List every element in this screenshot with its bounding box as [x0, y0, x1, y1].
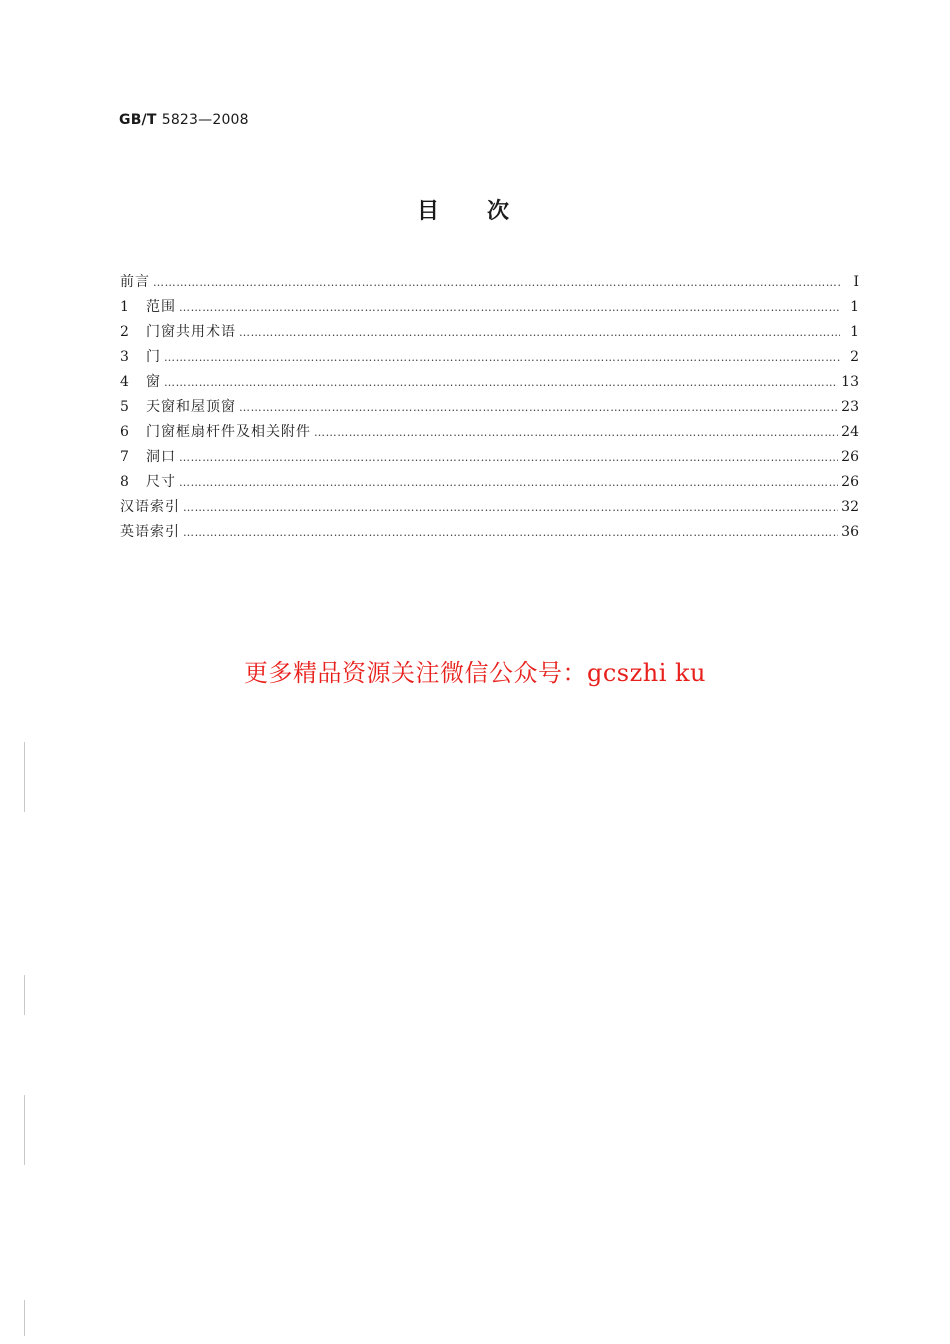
standard-number [119, 112, 249, 128]
toc-entry-dimensions[interactable] [120, 470, 859, 495]
toc-entry-label: 门窗共用术语 [146, 324, 236, 340]
toc-entry-page: 36 [841, 524, 859, 540]
toc-entry-number: 7 [120, 449, 129, 465]
toc-entry-page: 23 [841, 399, 859, 415]
toc-entry-label: 汉语索引 [120, 499, 180, 515]
toc-entry-label: 窗 [146, 374, 161, 390]
page-title: 目次 [416, 199, 557, 224]
toc-entry-number: 1 [120, 299, 129, 315]
toc-entry-english-index[interactable] [120, 520, 859, 545]
toc-entry-page: Ⅰ [853, 274, 859, 290]
toc-leader [183, 520, 838, 545]
toc-entry-number: 6 [120, 424, 129, 440]
toc-entry-page: 13 [841, 374, 859, 390]
toc-entry-label: 前言 [120, 274, 150, 290]
toc-entry-number: 8 [120, 474, 129, 490]
standard-prefix: GB/T [119, 112, 157, 128]
scan-edge-mark [24, 1095, 25, 1165]
toc-entry-page: 1 [850, 324, 859, 340]
toc-leader [153, 270, 840, 295]
toc-entry-common-terms[interactable] [120, 320, 859, 345]
toc-leader [179, 295, 840, 320]
toc-leader [183, 495, 838, 520]
scan-edge-mark [24, 975, 25, 1015]
toc-entry-number: 5 [120, 399, 129, 415]
promo-watermark-text: 更多精品资源关注微信公众号：gcszhi ku [243, 659, 707, 687]
table-of-contents [120, 270, 859, 545]
toc-entry-label: 门 [146, 349, 161, 365]
toc-entry-openings[interactable] [120, 445, 859, 470]
toc-entry-label: 洞口 [146, 449, 176, 465]
toc-entry-number: 4 [120, 374, 129, 390]
toc-leader [164, 345, 840, 370]
scan-edge-mark [24, 742, 25, 812]
toc-entry-page: 32 [841, 499, 859, 515]
toc-entry-windows[interactable] [120, 370, 859, 395]
toc-entry-page: 26 [841, 449, 859, 465]
scan-edge-mark [24, 1300, 25, 1336]
toc-entry-label: 门窗框扇杆件及相关附件 [146, 424, 311, 440]
toc-leader [239, 395, 838, 420]
toc-leader [179, 470, 838, 495]
toc-entry-page: 24 [841, 424, 859, 440]
toc-entry-number: 3 [120, 349, 129, 365]
toc-leader [314, 420, 838, 445]
toc-entry-page: 26 [841, 474, 859, 490]
toc-entry-number: 2 [120, 324, 129, 340]
toc-entry-scope[interactable] [120, 295, 859, 320]
toc-entry-page: 1 [850, 299, 859, 315]
toc-leader [239, 320, 840, 345]
toc-entry-chinese-index[interactable] [120, 495, 859, 520]
toc-entry-label: 英语索引 [120, 524, 180, 540]
toc-entry-label: 天窗和屋顶窗 [146, 399, 236, 415]
toc-entry-skylights[interactable] [120, 395, 859, 420]
toc-entry-label: 范围 [146, 299, 176, 315]
toc-entry-label: 尺寸 [146, 474, 176, 490]
toc-entry-page: 2 [850, 349, 859, 365]
standard-code: 5823—2008 [161, 112, 249, 128]
toc-leader [179, 445, 838, 470]
toc-entry-foreword[interactable] [120, 270, 859, 295]
toc-leader [164, 370, 838, 395]
toc-entry-frame-members[interactable] [120, 420, 859, 445]
toc-entry-doors[interactable] [120, 345, 859, 370]
